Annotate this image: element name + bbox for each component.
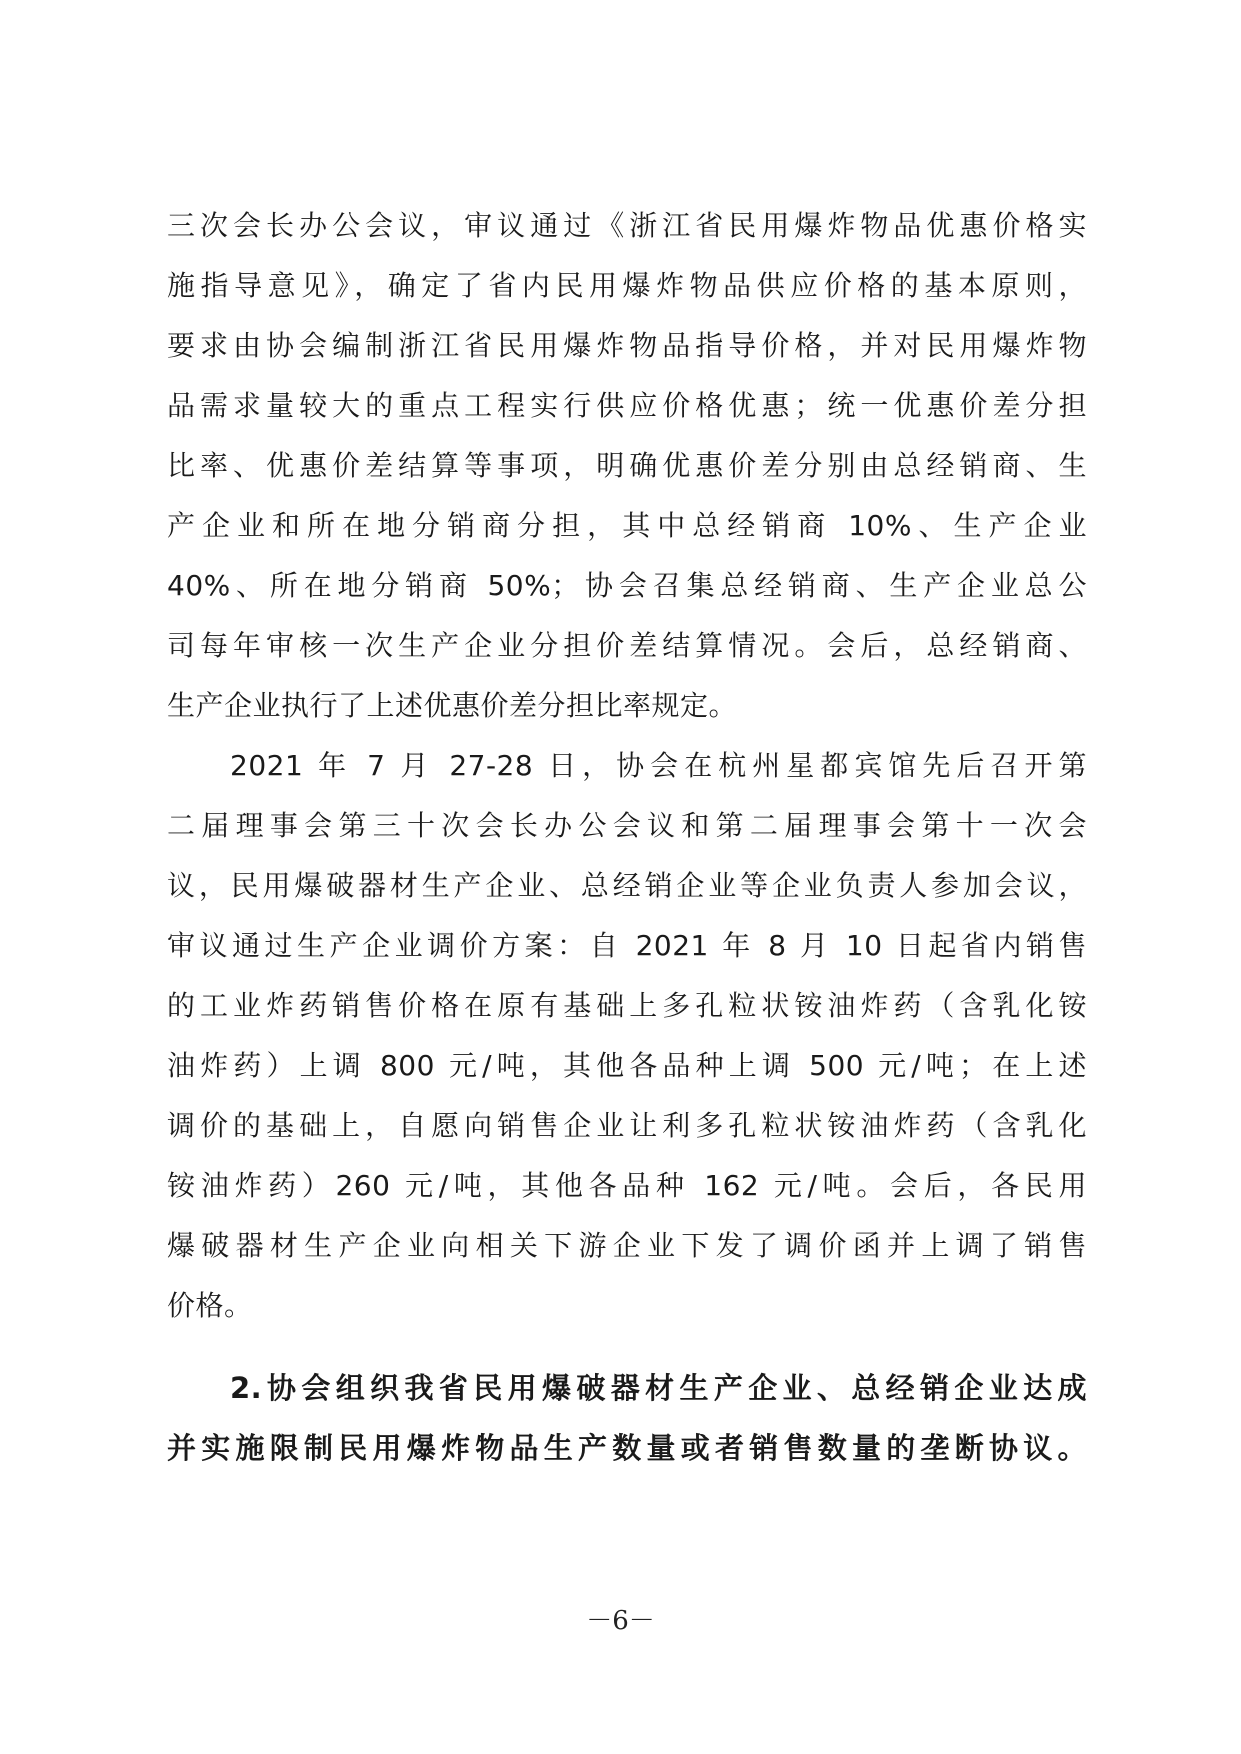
body-text-line: 议，民用爆破器材生产企业、总经销企业等企业负责人参加会议，	[167, 869, 1087, 902]
body-text-line: 三次会长办公会议，审议通过《浙江省民用爆炸物品优惠价格实	[167, 209, 1087, 242]
body-text-line: 审议通过生产企业调价方案：自 2021 年 8 月 10 日起省内销售	[167, 929, 1087, 962]
body-text-line: 调价的基础上，自愿向销售企业让利多孔粒状铵油炸药（含乳化	[167, 1109, 1087, 1142]
body-text-line: 产企业和所在地分销商分担，其中总经销商 10%、生产企业	[167, 509, 1087, 542]
body-text-line: 油炸药）上调 800 元/吨，其他各品种上调 500 元/吨；在上述	[167, 1049, 1087, 1082]
body-text-line: 生产企业执行了上述优惠价差分担比率规定。	[167, 689, 738, 722]
section-heading-line: 并实施限制民用爆炸物品生产数量或者销售数量的垄断协议。	[167, 1431, 1087, 1465]
body-text-line: 价格。	[167, 1289, 253, 1322]
body-text-line: 施指导意见》，确定了省内民用爆炸物品供应价格的基本原则，	[167, 269, 1087, 302]
body-text-line: 40%、所在地分销商 50%；协会召集总经销商、生产企业总公	[167, 569, 1087, 602]
body-text-line: 品需求量较大的重点工程实行供应价格优惠；统一优惠价差分担	[167, 389, 1087, 422]
body-text-line: 比率、优惠价差结算等事项，明确优惠价差分别由总经销商、生	[167, 449, 1087, 482]
body-text-line: 二届理事会第三十次会长办公会议和第二届理事会第十一次会	[167, 809, 1087, 842]
body-text-line: 要求由协会编制浙江省民用爆炸物品指导价格，并对民用爆炸物	[167, 329, 1087, 362]
page-number: －6－	[586, 1606, 655, 1636]
body-text-line: 铵油炸药）260 元/吨，其他各品种 162 元/吨。会后，各民用	[167, 1169, 1087, 1202]
section-heading-line: 2.协会组织我省民用爆破器材生产企业、总经销企业达成	[230, 1371, 1087, 1405]
body-text-line: 司每年审核一次生产企业分担价差结算情况。会后，总经销商、	[167, 629, 1087, 662]
paragraph-first-line: 2021 年 7 月 27-28 日，协会在杭州星都宾馆先后召开第	[230, 749, 1087, 782]
body-text-line: 爆破器材生产企业向相关下游企业下发了调价函并上调了销售	[167, 1229, 1087, 1262]
body-text-line: 的工业炸药销售价格在原有基础上多孔粒状铵油炸药（含乳化铵	[167, 989, 1087, 1022]
